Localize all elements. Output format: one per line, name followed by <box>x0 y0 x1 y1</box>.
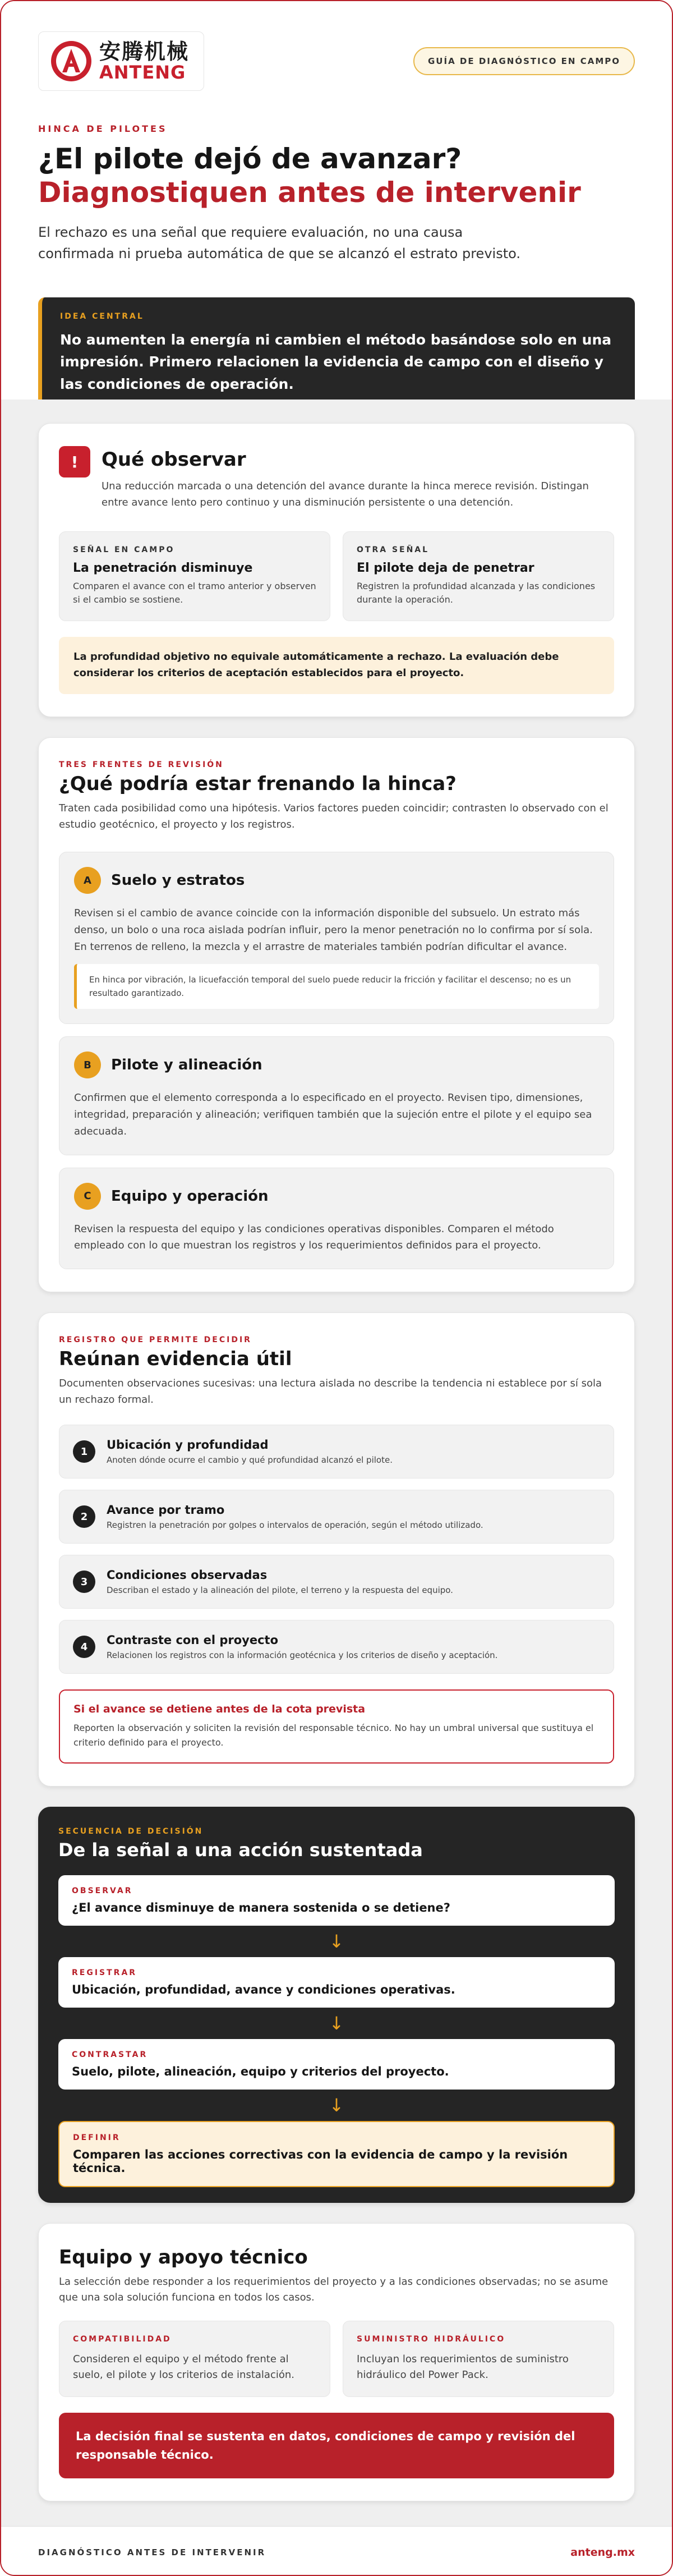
signal-title: El pilote deja de penetrar <box>357 561 534 575</box>
sequence-step-label: OBSERVAR <box>72 1886 133 1895</box>
causes-title: ¿Qué podría estar frenando la hinca? <box>59 772 457 795</box>
step-title: Avance por tramo <box>107 1503 225 1517</box>
evidence-step <box>59 1620 614 1674</box>
observe-title: Qué observar <box>102 448 246 471</box>
step-text: Relacionen los registros con la información geotécnica y los criterios de diseño y aceptación. <box>107 1650 498 1661</box>
content-area <box>1 400 672 2526</box>
cause-letter-badge: A <box>74 867 101 894</box>
evidence-text: Documenten observaciones sucesivas: una lectura aislada no describe la tendencia ni establece por sí sola un rechazo formal. <box>59 1377 602 1406</box>
alert-icon: ! <box>59 446 90 477</box>
footer-tagline: DIAGNÓSTICO ANTES DE INTERVENIR <box>38 2547 266 2557</box>
warning-title: Si el avance se detiene antes de la cota prevista <box>73 1703 366 1716</box>
signal-kicker: OTRA SEÑAL <box>357 545 430 554</box>
logo-brand: ANTENG <box>99 62 186 83</box>
support-item <box>343 2321 614 2397</box>
sequence-step <box>58 1957 615 2008</box>
sequence-step <box>58 1875 615 1926</box>
logo-text <box>99 41 189 81</box>
depth-note: La profundidad objetivo no equivale automáticamente a rechazo. La evaluación debe considerar los criterios de aceptación establecidos para el proyecto. <box>59 637 614 694</box>
step-text: Describan el estado y la alineación del pilote, el terreno y la respuesta del equipo. <box>107 1585 453 1596</box>
observe-text: Una reducción marcada o una detención del avance durante la hinca merece revisión. Distingan entre avance lento pero continuo y una disminución persistente o una detención. <box>102 480 589 508</box>
cause-item <box>59 852 614 1024</box>
cause-text: Revisen la respuesta del equipo y las condiciones operativas disponibles. Comparen el método empleado con lo que muestran los registros y los requerimientos definidos para el proyecto. <box>74 1223 554 1252</box>
logo-chinese: 安腾机械 <box>99 39 190 64</box>
support-item-text: Consideren el equipo y el método frente al suelo, el pilote y los criterios de instalación. <box>73 2353 295 2381</box>
sequence-step-text: Ubicación, profundidad, avance y condiciones operativas. <box>72 1982 455 1996</box>
cause-title: Equipo y operación <box>111 1187 269 1205</box>
step-number-badge: 4 <box>73 1636 95 1658</box>
step-text: Registren la penetración por golpes o intervalos de operación, según el método utilizado. <box>107 1520 483 1531</box>
cause-item <box>59 1168 614 1269</box>
central-idea-text: No aumenten la energía ni cambien el método basándose solo en una impresión. Primero relacionen la evidencia de campo con el diseño y las condiciones de operación. <box>60 331 612 392</box>
arrow-down-icon: ↓ <box>329 2094 344 2116</box>
hero-title-accent: Diagnostiquen antes de intervenir <box>38 176 581 209</box>
cause-title: Suelo y estratos <box>111 872 245 889</box>
signal-title: La penetración disminuye <box>73 561 253 575</box>
signal-grid <box>59 531 614 622</box>
signal-card <box>59 531 330 622</box>
hero-lead: El rechazo es una señal que requiere evaluación, no una causa confirmada ni prueba automática de que se alcanzó el estrato previsto. <box>38 224 520 262</box>
step-number-badge: 3 <box>73 1571 95 1593</box>
decision-sequence-card <box>38 1807 635 2203</box>
support-kicker: COMPATIBILIDAD <box>73 2335 172 2344</box>
cause-text: Confirmen que el elemento corresponda a lo especificado en el proyecto. Revisen tipo, dimensiones, integridad, preparación y alineación; verifiquen también que la sujeción entre el pilote y el equipo sea adecuada. <box>74 1092 592 1137</box>
central-idea-box <box>38 297 635 412</box>
step-number-badge: 2 <box>73 1505 95 1528</box>
logo[interactable] <box>38 31 204 91</box>
warning-text: Reporten la observación y soliciten la revisión del responsable técnico. No hay un umbral universal que sustituya el criterio definido para el proyecto. <box>73 1723 594 1748</box>
causes-text: Traten cada posibilidad como una hipótesis. Varios factores pueden coincidir; contrasten lo observado con el estudio geotécnico, el proyecto y los registros. <box>59 802 609 830</box>
footer <box>1 2526 672 2576</box>
cause-title: Pilote y alineación <box>111 1057 262 1074</box>
sequence-step-label: REGISTRAR <box>72 1968 137 1977</box>
signal-text: Comparen el avance con el tramo anterior y observen si el cambio se sostiene. <box>73 580 316 605</box>
step-title: Ubicación y profundidad <box>107 1438 269 1452</box>
cause-item <box>59 1036 614 1155</box>
evidence-step <box>59 1425 614 1478</box>
evidence-kicker: REGISTRO QUE PERMITE DECIDIR <box>59 1335 252 1344</box>
step-number-badge: 1 <box>73 1440 95 1463</box>
sequence-step-final <box>58 2121 615 2187</box>
cause-letter-badge: B <box>74 1051 101 1078</box>
evidence-title: Reúnan evidencia útil <box>59 1347 292 1370</box>
support-kicker: SUMINISTRO HIDRÁULICO <box>357 2335 506 2344</box>
support-title: Equipo y apoyo técnico <box>59 2246 308 2269</box>
warning-box <box>59 1689 614 1763</box>
cause-note: En hinca por vibración, la licuefacción temporal del suelo puede reducir la fricción y facilitar el descenso; no es un resultado garantizado. <box>74 964 599 1009</box>
footer-website-link[interactable]: anteng.mx <box>570 2546 635 2559</box>
hero-title: ¿El pilote dejó de avanzar? <box>38 143 462 175</box>
hero-section <box>1 1 672 400</box>
top-bar <box>38 31 635 91</box>
support-item <box>59 2321 330 2397</box>
evidence-card <box>38 1312 635 1787</box>
sequence-step-label: CONTRASTAR <box>72 2050 148 2059</box>
step-title: Condiciones observadas <box>107 1568 268 1582</box>
hero-kicker: HINCA DE PILOTES <box>38 123 168 134</box>
support-text: La selección debe responder a los requerimientos del proyecto y a las condiciones observadas; no se asume que una sola solución funciona en todos los casos. <box>59 2275 609 2304</box>
final-decision-banner: La decisión final se sustenta en datos, condiciones de campo y revisión del responsable técnico. <box>59 2413 614 2478</box>
step-title: Contraste con el proyecto <box>107 1633 278 1647</box>
sequence-step-text: Suelo, pilote, alineación, equipo y criterios del proyecto. <box>72 2064 449 2078</box>
cause-letter-badge: C <box>74 1183 101 1210</box>
signal-card <box>343 531 614 622</box>
guide-badge: GUÍA DE DIAGNÓSTICO EN CAMPO <box>413 47 635 75</box>
support-grid <box>59 2321 614 2397</box>
evidence-step <box>59 1555 614 1609</box>
signal-text: Registren la profundidad alcanzada y las condiciones durante la operación. <box>357 580 596 605</box>
support-card <box>38 2223 635 2501</box>
sequence-step <box>58 2039 615 2090</box>
sequence-title: De la señal a una acción sustentada <box>58 1839 423 1861</box>
observe-header <box>59 446 614 511</box>
signal-kicker: SEÑAL EN CAMPO <box>73 545 175 554</box>
observe-card <box>38 423 635 717</box>
sequence-step-text: Comparen las acciones correctivas con la evidencia de campo y la revisión técnica. <box>73 2147 568 2175</box>
sequence-kicker: SECUENCIA DE DECISIÓN <box>58 1826 204 1836</box>
sequence-step-text: ¿El avance disminuye de manera sostenida o se detiene? <box>72 1900 450 1914</box>
central-idea-label: IDEA CENTRAL <box>60 311 144 321</box>
arrow-down-icon: ↓ <box>329 1930 344 1952</box>
sequence-step-label: DEFINIR <box>73 2133 121 2142</box>
causes-kicker: TRES FRENTES DE REVISIÓN <box>59 760 224 769</box>
support-item-text: Incluyan los requerimientos de suministro hidráulico del Power Pack. <box>357 2353 569 2381</box>
cause-text: Revisen si el cambio de avance coincide con la información disponible del subsuelo. Un estrato más denso, un bolo o una roca aislada podrían influir, pero la menor penetración no lo confirma por sí sola. En terrenos de relleno, la mezcla y el arrastre de materiales también podrían dificultar el avance. <box>74 907 593 953</box>
logo-mark-icon <box>51 41 91 81</box>
step-text: Anoten dónde ocurre el cambio y qué profundidad alcanzó el pilote. <box>107 1455 393 1466</box>
evidence-step <box>59 1490 614 1544</box>
causes-card <box>38 737 635 1292</box>
arrow-down-icon: ↓ <box>329 2012 344 2034</box>
